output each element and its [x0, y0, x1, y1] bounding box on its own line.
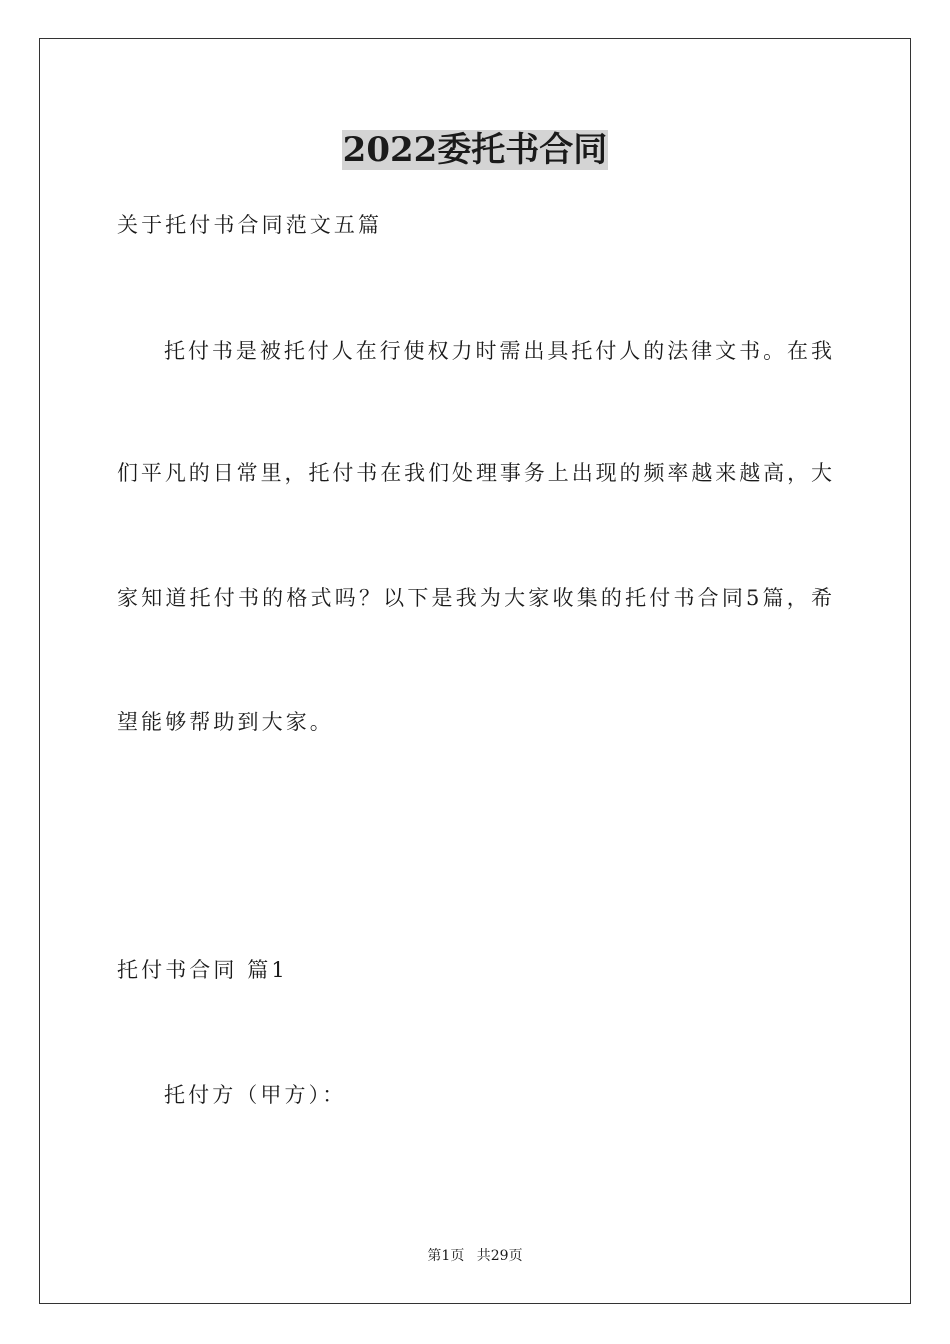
document-title [0, 128, 950, 172]
document-title-text: 2022委托书合同 [342, 130, 608, 170]
intro-line-4: 望能够帮助到大家。 [117, 710, 334, 734]
section-heading: 托付书合同 篇1 [117, 958, 288, 982]
intro-line-3: 家知道托付书的格式吗？以下是我为大家收集的托付书合同5篇，希 [117, 586, 832, 610]
page-footer: 第1页 共29页 [427, 1248, 523, 1264]
party-a-label: 托付方（甲方）： [164, 1083, 347, 1107]
document-subtitle: 关于托付书合同范文五篇 [117, 213, 383, 237]
intro-line-2: 们平凡的日常里，托付书在我们处理事务上出现的频率越来越高，大 [117, 461, 832, 485]
intro-line-1: 托付书是被托付人在行使权力时需出具托付人的法律文书。在我 [164, 339, 832, 363]
